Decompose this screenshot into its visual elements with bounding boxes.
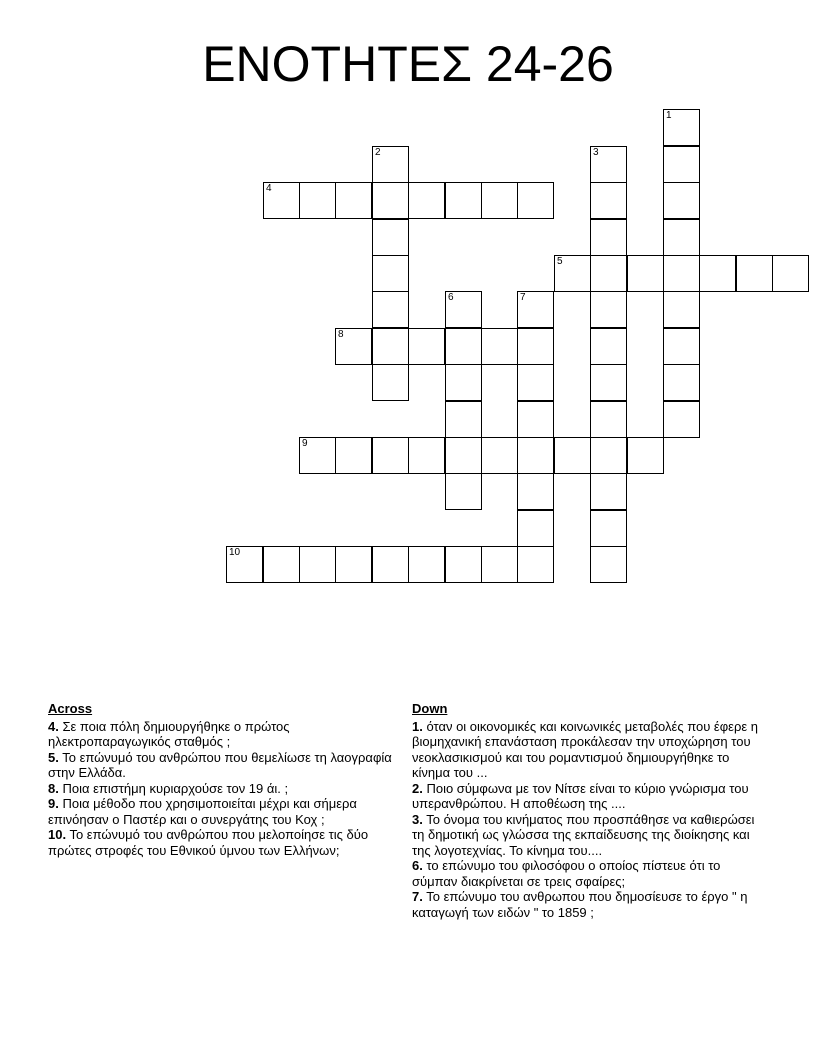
grid-cell[interactable] — [517, 328, 554, 365]
grid-cell[interactable] — [408, 437, 445, 474]
grid-cell[interactable] — [590, 328, 627, 365]
grid-cell[interactable] — [226, 546, 263, 583]
grid-cell[interactable] — [372, 437, 409, 474]
grid-cell[interactable] — [408, 328, 445, 365]
grid-cell[interactable] — [445, 401, 482, 438]
clue-text: Σε ποια πόλη δημιουργήθηκε ο πρώτος ηλεκτροπαραγωγικός σταθμός ; — [48, 718, 290, 749]
grid-cell[interactable] — [590, 219, 627, 256]
across-clue — [48, 781, 393, 797]
grid-cell[interactable] — [481, 328, 518, 365]
clue-text: Ποια επιστήμη κυριαρχούσε τον 19 άι. ; — [58, 780, 289, 796]
clue-number: 8 — [338, 329, 344, 340]
clue-number-label: 1. — [412, 718, 423, 734]
grid-cell[interactable] — [517, 364, 554, 401]
grid-cell[interactable] — [372, 182, 409, 219]
clue-number: 3 — [593, 147, 599, 158]
grid-cell[interactable] — [481, 546, 518, 583]
down-clue-list — [412, 719, 767, 921]
grid-cell[interactable] — [699, 255, 736, 292]
grid-cell[interactable] — [663, 364, 700, 401]
grid-cell[interactable] — [590, 182, 627, 219]
grid-cell[interactable] — [335, 437, 372, 474]
grid-cell[interactable] — [263, 182, 300, 219]
down-clue — [412, 889, 767, 920]
clue-number: 5 — [557, 256, 563, 267]
grid-cell[interactable] — [517, 401, 554, 438]
grid-cell[interactable] — [372, 546, 409, 583]
grid-cell[interactable] — [372, 255, 409, 292]
grid-cell[interactable] — [445, 291, 482, 328]
clue-number-label: 4. — [48, 718, 59, 734]
grid-cell[interactable] — [517, 473, 554, 510]
grid-cell[interactable] — [663, 328, 700, 365]
across-heading: Across — [48, 701, 93, 716]
clue-text: το επώνυμο του φιλοσόφου ο οποίος πίστευε ότι το σύμπαν διακρίνεται σε τρεις σφαίρες; — [412, 858, 721, 889]
clue-number-label: 10. — [48, 827, 67, 842]
grid-cell[interactable] — [481, 182, 518, 219]
grid-cell[interactable] — [372, 291, 409, 328]
grid-cell[interactable] — [517, 437, 554, 474]
clue-number: 2 — [375, 147, 381, 158]
grid-cell[interactable] — [517, 546, 554, 583]
grid-cell[interactable] — [263, 546, 300, 583]
down-clue — [412, 858, 767, 889]
grid-cell[interactable] — [335, 546, 372, 583]
grid-cell[interactable] — [372, 328, 409, 365]
clue-number-label: 2. — [412, 780, 423, 796]
across-clue — [48, 796, 393, 827]
grid-cell[interactable] — [445, 473, 482, 510]
across-clue-list — [48, 719, 393, 859]
clue-number: 9 — [302, 438, 308, 449]
grid-cell[interactable] — [335, 328, 372, 365]
down-clue — [412, 781, 767, 812]
clue-text: όταν οι οικονομικές και κοινωνικές μεταβολές που έφερε η βιομηχανική επανάσταση προκάλεσαν την υποχώρηση του νεοκλασικισμού και του ρομαντισμού δημιουργήθηκε το κίνημα του ... — [412, 718, 758, 780]
grid-cell[interactable] — [408, 546, 445, 583]
grid-cell[interactable] — [627, 437, 664, 474]
grid-cell[interactable] — [408, 182, 445, 219]
across-clue — [48, 827, 393, 858]
clue-number-label: 6. — [412, 858, 423, 873]
down-heading: Down — [412, 701, 448, 716]
across-clue — [48, 750, 393, 781]
grid-cell[interactable] — [445, 364, 482, 401]
grid-cell[interactable] — [627, 255, 664, 292]
grid-cell[interactable] — [590, 401, 627, 438]
grid-cell[interactable] — [554, 437, 591, 474]
clue-number-label: 5. — [48, 749, 59, 765]
grid-cell[interactable] — [590, 437, 627, 474]
grid-cell[interactable] — [663, 109, 700, 146]
grid-cell[interactable] — [372, 364, 409, 401]
grid-cell[interactable] — [663, 182, 700, 219]
grid-cell[interactable] — [590, 255, 627, 292]
page-title: ΕΝΟΤΗΤΕΣ 24-26 — [202, 36, 614, 92]
grid-cell[interactable] — [772, 255, 809, 292]
grid-cell[interactable] — [590, 546, 627, 583]
clue-text: Ποιο σύμφωνα με τον Νίτσε είναι το κύριο γνώρισμα του υπερανθρώπου. Η αποθέωση της .... — [412, 780, 749, 811]
down-clue — [412, 719, 767, 781]
grid-cell[interactable] — [372, 219, 409, 256]
grid-cell[interactable] — [481, 437, 518, 474]
clue-number: 6 — [448, 292, 454, 303]
grid-cell[interactable] — [663, 255, 700, 292]
clue-number-label: 8. — [48, 780, 59, 796]
grid-cell[interactable] — [299, 437, 336, 474]
clue-text: Το επώνυμο του ανθρωπου που δημοσίευσε το έργο " η καταγωγή των ειδών " το 1859 ; — [412, 889, 748, 920]
grid-cell[interactable] — [736, 255, 773, 292]
clue-text: Το επώνυμό του ανθρώπου που θεμελίωσε τη λαογραφία στην Ελλάδα. — [48, 749, 392, 780]
clue-number-label: 7. — [412, 889, 423, 904]
grid-cell[interactable] — [517, 291, 554, 328]
grid-cell[interactable] — [517, 510, 554, 547]
grid-cell[interactable] — [663, 401, 700, 438]
clue-number-label: 9. — [48, 796, 59, 811]
grid-cell[interactable] — [663, 291, 700, 328]
grid-cell[interactable] — [445, 182, 482, 219]
down-clues — [412, 701, 767, 920]
grid-cell[interactable] — [445, 546, 482, 583]
grid-cell[interactable] — [517, 182, 554, 219]
clue-text: Ποια μέθοδο που χρησιμοποιείται μέχρι και σήμερα επινόησαν ο Παστέρ και ο συνεργάτης του Κοχ ; — [48, 796, 357, 827]
clue-number: 7 — [520, 292, 526, 303]
clue-number: 4 — [266, 183, 272, 194]
grid-cell[interactable] — [335, 182, 372, 219]
grid-cell[interactable] — [663, 146, 700, 183]
clue-number: 1 — [666, 110, 672, 121]
grid-cell[interactable] — [445, 437, 482, 474]
grid-cell[interactable] — [663, 219, 700, 256]
clue-number: 10 — [229, 547, 241, 558]
grid-cell[interactable] — [554, 255, 591, 292]
grid-cell[interactable] — [590, 510, 627, 547]
clue-number-label: 3. — [412, 811, 423, 827]
down-clue — [412, 812, 767, 859]
grid-cell[interactable] — [590, 473, 627, 510]
grid-cell[interactable] — [372, 146, 409, 183]
grid-cell[interactable] — [590, 146, 627, 183]
grid-cell[interactable] — [590, 291, 627, 328]
grid-cell[interactable] — [299, 182, 336, 219]
grid-cell[interactable] — [590, 364, 627, 401]
grid-cell[interactable] — [445, 328, 482, 365]
clue-text: Το όνομα του κινήματος που προσπάθησε να καθιερώσει τη δημοτική ως γλώσσα της εκπαίδευσης της διοίκησης και της λογοτεχνίας. Το κίνημα του.... — [412, 811, 755, 858]
across-clues — [48, 701, 393, 858]
grid-cell[interactable] — [299, 546, 336, 583]
clue-text: Το επώνυμό του ανθρώπου που μελοποίησε τις δύο πρώτες στροφές του Εθνικού ύμνου των Ελλήνων; — [48, 827, 369, 858]
across-clue — [48, 719, 393, 750]
